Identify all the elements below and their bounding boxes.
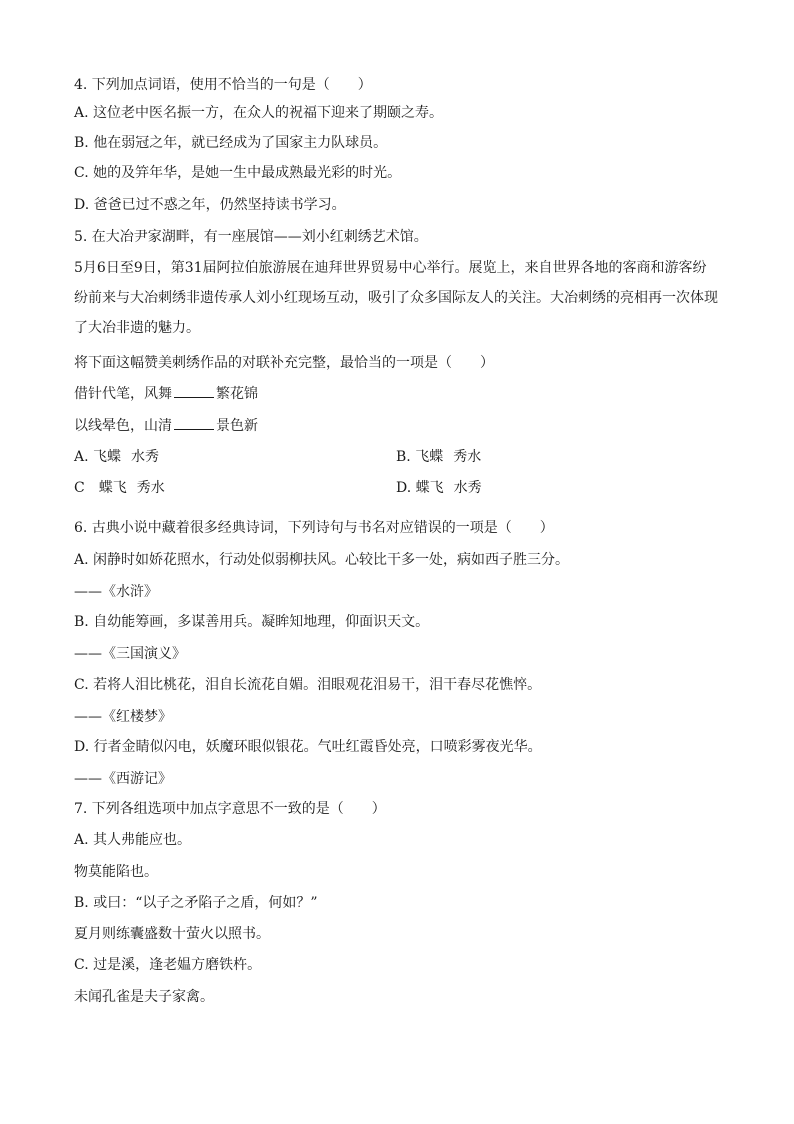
q5-option-c (74, 478, 165, 498)
q6-option-b-source: ——《三国演义》 (74, 646, 186, 662)
q5-option-a-label: A. 飞蝶 (74, 449, 122, 465)
couplet-2-end: 景色新 (216, 418, 258, 434)
q6-option-a-source: ——《水浒》 (74, 584, 158, 600)
couplet-2-start: 以线晕色，山清 (74, 418, 172, 434)
q5-option-b-label: B. 飞蝶 (396, 449, 444, 465)
q5-option-a (74, 447, 159, 467)
q6-stem: 6. 古典小说中藏着很多经典诗词，下列诗句与书名对应错误的一项是（ ） (74, 520, 554, 536)
q4-option-a: A. 这位老中医名振一方，在众人的祝福下迎来了期颐之寿。 (74, 105, 444, 121)
q7-option-b-line-2: 夏月则练囊盛数十萤火以照书。 (74, 926, 270, 942)
q5-option-c-value: 秀水 (136, 480, 165, 496)
q7-option-c-line-2: 未闻孔雀是夫子家禽。 (74, 989, 214, 1005)
q7-option-a-line-1: A. 其人弗能应也。 (74, 832, 192, 848)
q5-option-d-label: D. 蝶飞 (396, 480, 444, 496)
q6-option-b: B. 自幼能筹画，多谋善用兵。凝眸知地理，仰面识天文。 (74, 614, 430, 630)
q5-option-a-value: 水秀 (131, 449, 160, 465)
q7-stem: 7. 下列各组选项中加点字意思不一致的是（ ） (74, 801, 386, 817)
q5-option-d-value: 水秀 (453, 480, 482, 496)
q6-option-c: C. 若将人泪比桃花，泪自长流花自媚。泪眼观花泪易干，泪干春尽花憔悴。 (74, 677, 542, 693)
q7-option-a-line-2: 物莫能陷也。 (74, 864, 158, 880)
q4-option-c: C. 她的及笄年华，是她一生中最成熟最光彩的时光。 (74, 165, 402, 181)
q5-option-b-value: 秀水 (453, 449, 482, 465)
q4-stem: 4. 下列加点词语，使用不恰当的一句是（ ） (74, 77, 372, 93)
q5-stem: 5. 在大冶尹家湖畔，有一座展馆——刘小红刺绣艺术馆。 (74, 229, 428, 245)
q5-couplet-line-2 (74, 415, 258, 436)
q5-option-c-label: C 蝶飞 (74, 480, 127, 496)
q5-passage: 5月6日至9日，第31届阿拉伯旅游展在迪拜世界贸易中心举行。展览上，来自世界各地的客商和游客纷纷前来与大冶刺绣非遗传承人刘小红现场互动，吸引了众多国际友人的关注。大冶刺绣的亮相再一次体现了大冶非遗的魅力。 (74, 260, 718, 336)
q5-option-b (396, 447, 481, 467)
q4-option-d: D. 爸爸已过不惑之年，仍然坚持读书学习。 (74, 197, 346, 213)
q7-option-c-line-1: C. 过是溪，逢老媪方磨铁杵。 (74, 957, 262, 973)
couplet-1-start: 借针代笔，风舞 (74, 386, 172, 402)
q6-option-d-source: ——《西游记》 (74, 771, 172, 787)
q7-option-b-line-1: B. 或曰：“以子之矛陷子之盾，何如？” (74, 895, 318, 911)
q5-question: 将下面这幅赞美刺绣作品的对联补充完整，最恰当的一项是（ ） (74, 355, 494, 371)
q6-option-a: A. 闲静时如娇花照水，行动处似弱柳扶风。心较比干多一处，病如西子胜三分。 (74, 552, 570, 568)
q6-option-d: D. 行者金睛似闪电，妖魔环眼似银花。气吐红霞昏处亮，口喷彩雾夜光华。 (74, 739, 542, 755)
couplet-1-blank (174, 383, 214, 398)
couplet-1-end: 繁花锦 (216, 386, 258, 402)
q5-couplet-line-1 (74, 383, 258, 404)
couplet-2-blank (174, 415, 214, 430)
q6-option-c-source: ——《红楼梦》 (74, 709, 172, 725)
q5-option-d (396, 478, 482, 498)
q4-option-b: B. 他在弱冠之年，就已经成为了国家主力队球员。 (74, 135, 388, 151)
